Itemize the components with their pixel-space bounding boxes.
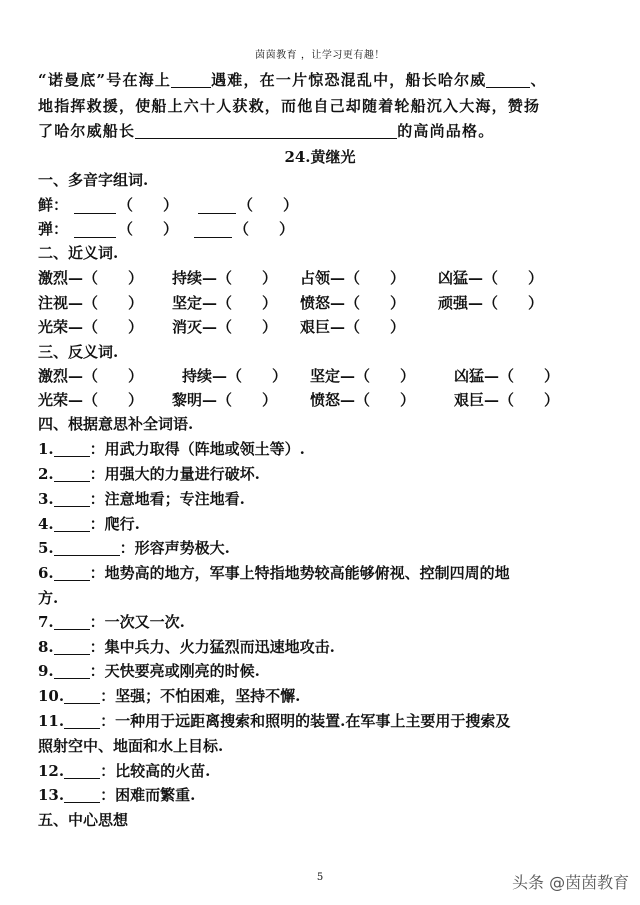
answer-blank[interactable] [54,515,90,532]
synonym-row: 光荣—（ ） 消灭—（ ） 艰巨—（ ） [38,318,406,336]
answer-blank[interactable] [64,786,100,803]
definition-item: 6. ：地势高的地方，军事上特指地势较高能够俯视、控制四周的地 [38,564,510,582]
intro-line-2: 地指挥救援，使船上六十人获救，而他自己却随着轮船沉入大海，赞扬 [38,97,541,115]
polyphone-row: 鲜： （ ） （ ） [38,196,299,214]
intro-line-1: “诺曼底”号在海上 遇难，在一片惊恐混乱中，船长哈尔威 、 [38,71,547,89]
answer-blank[interactable] [64,712,100,729]
definition-item: 5. ：形容声势极大. [38,539,230,557]
answer-blank[interactable] [54,638,90,655]
answer-blank[interactable] [74,197,116,214]
answer-blank[interactable] [198,197,236,214]
definition-item: 4. ：爬行. [38,515,140,533]
answer-blank[interactable] [54,613,90,630]
definition-item: 7. ：一次又一次. [38,613,185,631]
definition-item: 2. ：用强大的力量进行破坏. [38,465,260,483]
section-heading: 二、近义词. [38,244,119,262]
answer-blank[interactable] [54,440,90,457]
definition-item: 13. ：困难而繁重. [38,786,196,804]
answer-blank[interactable] [54,564,90,581]
answer-blank[interactable] [135,122,397,139]
answer-blank[interactable] [54,662,90,679]
definition-item: 9. ：天快要亮或刚亮的时候. [38,662,260,680]
answer-blank[interactable] [64,687,100,704]
answer-blank[interactable] [74,221,116,238]
answer-blank[interactable] [64,762,100,779]
section-heading: 四、根据意思补全词语. [38,415,194,433]
definition-item: 12. ：比较高的火苗. [38,762,211,780]
answer-blank[interactable] [54,490,90,507]
intro-line-3: 了哈尔威船长 的高尚品格。 [38,122,495,140]
definition-continuation: 照射空中、地面和水上目标. [38,737,224,755]
definition-item: 11. ：一种用于远距离搜索和照明的装置.在军事上主要用于搜索及 [38,712,511,730]
antonym-row: 激烈—（ ） 持续—（ ） 坚定—（ ） 凶猛—（ ） [38,367,560,385]
synonym-row: 激烈—（ ） 持续—（ ） 占领—（ ） 凶猛—（ ） [38,269,544,287]
definition-continuation: 方. [38,589,59,607]
antonym-row: 光荣—（ ） 黎明—（ ） 愤怒—（ ） 艰巨—（ ） [38,391,560,409]
answer-blank[interactable] [171,71,211,88]
answer-blank[interactable] [54,465,90,482]
answer-blank[interactable] [486,71,530,88]
watermark: 头条 @茵茵教育 [512,873,630,892]
section-heading: 一、多音字组词. [38,171,149,189]
lesson-title: 24.黄继光 [284,148,356,166]
page-header: 茵茵教育 ，让学习更有趣！ [255,50,385,61]
definition-item: 3. ：注意地看；专注地看. [38,490,245,508]
polyphone-row: 弹： （ ） （ ） [38,220,295,238]
definition-item: 10. ：坚强；不怕困难，坚持不懈. [38,687,301,705]
answer-blank[interactable] [194,221,232,238]
section-heading: 五、中心思想 [38,811,129,829]
definition-item: 1. ：用武力取得（阵地或领土等）. [38,440,305,458]
section-heading: 三、反义词. [38,343,119,361]
answer-blank[interactable] [54,539,120,556]
definition-item: 8. ：集中兵力、火力猛烈而迅速地攻击. [38,638,335,656]
page-number: 5 [316,872,324,883]
synonym-row: 注视—（ ） 坚定—（ ） 愤怒—（ ） 顽强—（ ） [38,294,544,312]
